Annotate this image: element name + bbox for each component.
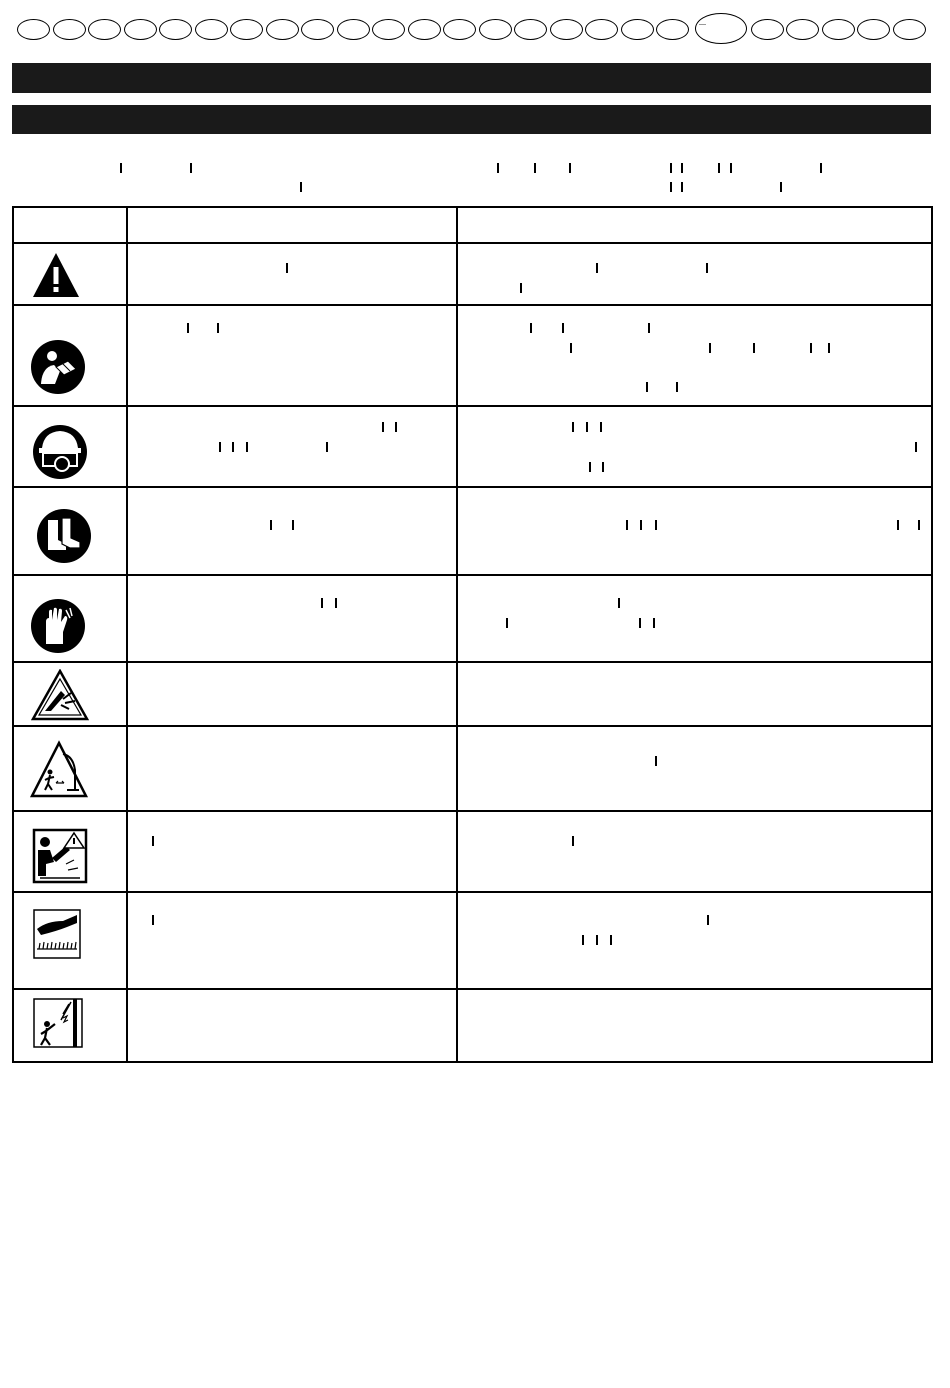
keep-distance-falling-objects-icon — [29, 740, 89, 800]
language-tab[interactable] — [301, 19, 334, 40]
language-tab-active[interactable] — [695, 13, 747, 44]
language-tab[interactable] — [621, 19, 654, 40]
language-tab[interactable] — [17, 19, 50, 40]
language-tab[interactable] — [337, 19, 370, 40]
electrocution-power-line-icon — [33, 998, 83, 1048]
kickback-warning-icon — [32, 828, 88, 884]
flying-debris-warning-icon — [31, 669, 89, 721]
helmet-visor-ear-protection-icon — [30, 424, 90, 480]
language-tab[interactable] — [408, 19, 441, 40]
section-subtitle-bar — [12, 105, 931, 134]
language-tab[interactable] — [124, 19, 157, 40]
intro-paragraph — [12, 158, 931, 198]
safety-boots-icon — [36, 508, 92, 564]
language-tab[interactable] — [88, 19, 121, 40]
language-tab[interactable] — [550, 19, 583, 40]
tab-mark — [699, 24, 706, 25]
language-tab[interactable] — [822, 19, 855, 40]
hand-near-blade-warning-icon — [33, 909, 81, 959]
read-manual-icon — [30, 339, 86, 395]
language-tab[interactable] — [159, 19, 192, 40]
language-tabs — [17, 17, 931, 45]
language-tab[interactable] — [195, 19, 228, 40]
language-tab[interactable] — [266, 19, 299, 40]
language-tab[interactable] — [443, 19, 476, 40]
language-tab[interactable] — [786, 19, 819, 40]
language-tab[interactable] — [857, 19, 890, 40]
language-tab[interactable] — [372, 19, 405, 40]
language-tab[interactable] — [893, 19, 926, 40]
language-tab[interactable] — [656, 19, 689, 40]
protective-gloves-icon — [30, 598, 86, 654]
symbols-table — [12, 206, 933, 1062]
language-tab[interactable] — [53, 19, 86, 40]
warning-triangle-icon — [31, 251, 81, 299]
language-tab[interactable] — [585, 19, 618, 40]
language-tab[interactable] — [514, 19, 547, 40]
section-title-bar — [12, 63, 931, 93]
language-tab[interactable] — [230, 19, 263, 40]
language-tab[interactable] — [751, 19, 784, 40]
language-tab[interactable] — [479, 19, 512, 40]
